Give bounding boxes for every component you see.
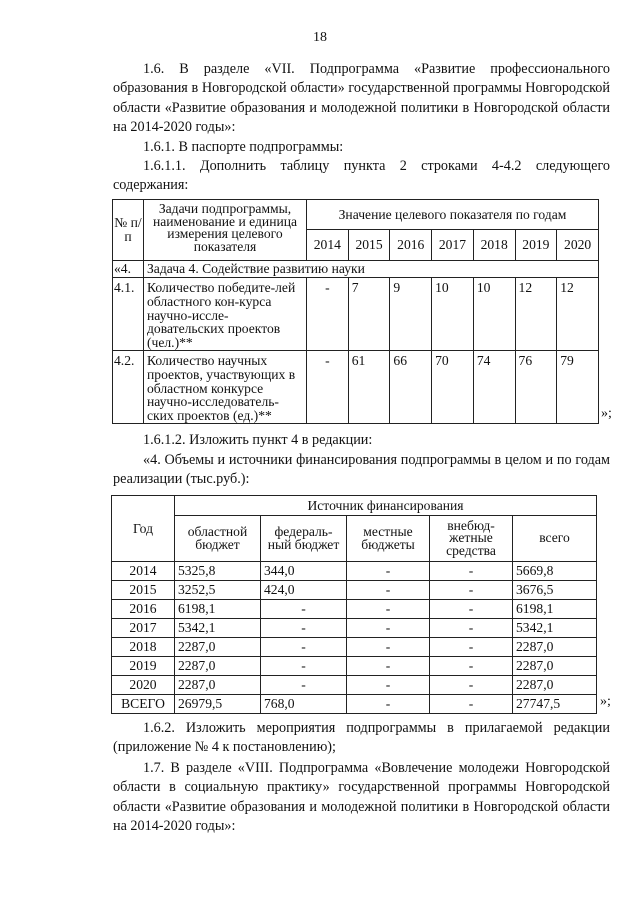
year-cell: 2018 <box>112 638 175 657</box>
amount-cell: 6198,1 <box>175 600 261 619</box>
year-header: 2020 <box>557 230 599 261</box>
amount-cell: - <box>430 562 513 581</box>
amount-cell: 2287,0 <box>175 638 261 657</box>
value-cell: 76 <box>515 350 557 423</box>
amount-cell: - <box>430 676 513 695</box>
amount-cell: - <box>261 600 347 619</box>
value-cell: 12 <box>515 278 557 351</box>
amount-cell: - <box>430 600 513 619</box>
amount-cell: 6198,1 <box>513 600 597 619</box>
amount-cell: 5342,1 <box>175 619 261 638</box>
amount-cell: 3676,5 <box>513 581 597 600</box>
value-cell: - <box>307 278 349 351</box>
col-extrabudgetary: внебюд-жетные средства <box>430 516 513 562</box>
paragraph-1-6-1-1: 1.6.1.1. Дополнить таблицу пункта 2 строками 4-4.2 следующего содержания: <box>113 158 610 194</box>
row-indicator: Количество научных проектов, участвующих в областном конкурсе научно-исследователь-ских проектов (ед.)** <box>144 350 307 423</box>
amount-cell: 768,0 <box>261 695 347 714</box>
amount-cell: - <box>347 581 430 600</box>
amount-cell: 26979,5 <box>175 695 261 714</box>
paragraph-1-6-2: 1.6.2. Изложить мероприятия подпрограммы в прилагаемой редакции (приложение № 4 к постановлению); <box>113 720 610 756</box>
value-cell: 66 <box>390 350 432 423</box>
amount-cell: - <box>347 619 430 638</box>
value-cell: 9 <box>390 278 432 351</box>
amount-cell: - <box>347 657 430 676</box>
year-header: 2018 <box>473 230 515 261</box>
amount-cell: 27747,5 <box>513 695 597 714</box>
col-federal-budget: федераль-ный бюджет <box>261 516 347 562</box>
col-local-budgets: местные бюджеты <box>347 516 430 562</box>
task-title: Задача 4. Содействие развитию науки <box>144 261 599 278</box>
col-regional-budget: областной бюджет <box>175 516 261 562</box>
amount-cell: - <box>261 657 347 676</box>
amount-cell: - <box>261 619 347 638</box>
page-number: 18 <box>313 30 327 45</box>
header-year: Год <box>112 496 175 562</box>
paragraph-1-6-1-2: 1.6.1.2. Изложить пункт 4 в редакции: <box>143 432 373 448</box>
table2-end-mark: »; <box>600 694 611 709</box>
row-number: 4.1. <box>113 278 144 351</box>
amount-cell: - <box>261 676 347 695</box>
paragraph-1-7: 1.7. В разделе «VIII. Подпрограмма «Вовлечение молодежи Новгородской области в социальную практику» государственной программы Новгородской области «Развитие образования и молодежной политики в Новгородской области на 2014-2020 годы»: <box>113 760 610 835</box>
row-indicator: Количество победите-лей областного кон-курса научно-иссле-довательских проектов (чел.)** <box>144 278 307 351</box>
amount-cell: - <box>347 600 430 619</box>
value-cell: 10 <box>432 278 474 351</box>
amount-cell: 2287,0 <box>513 638 597 657</box>
paragraph-4-financing: «4. Объемы и источники финансирования подпрограммы в целом и по годам реализации (тыс.руб.): <box>113 452 610 488</box>
amount-cell: - <box>430 638 513 657</box>
header-values: Значение целевого показателя по годам <box>307 200 599 230</box>
year-header: 2016 <box>390 230 432 261</box>
value-cell: 79 <box>557 350 599 423</box>
value-cell: 12 <box>557 278 599 351</box>
value-cell: 10 <box>473 278 515 351</box>
amount-cell: 5325,8 <box>175 562 261 581</box>
amount-cell: 2287,0 <box>175 676 261 695</box>
amount-cell: 3252,5 <box>175 581 261 600</box>
amount-cell: - <box>430 619 513 638</box>
paragraph-1-6-1: 1.6.1. В паспорте подпрограммы: <box>143 139 344 155</box>
paragraph-1-6: 1.6. В разделе «VII. Подпрограмма «Развитие профессионального образования в Новгородской области» государственной программы Новгородской области «Развитие образования и молодежной политики в Новгородской области на 2014-2020 годы»: <box>113 61 610 136</box>
year-cell: 2015 <box>112 581 175 600</box>
amount-cell: 2287,0 <box>513 657 597 676</box>
year-header: 2014 <box>307 230 349 261</box>
amount-cell: - <box>347 638 430 657</box>
amount-cell: 344,0 <box>261 562 347 581</box>
amount-cell: - <box>347 562 430 581</box>
header-number: № п/п <box>113 200 144 261</box>
row-number: 4.2. <box>113 350 144 423</box>
amount-cell: 5342,1 <box>513 619 597 638</box>
amount-cell: 2287,0 <box>513 676 597 695</box>
year-cell: 2016 <box>112 600 175 619</box>
year-cell: 2017 <box>112 619 175 638</box>
amount-cell: 5669,8 <box>513 562 597 581</box>
amount-cell: 424,0 <box>261 581 347 600</box>
year-cell: 2020 <box>112 676 175 695</box>
year-header: 2017 <box>432 230 474 261</box>
amount-cell: 2287,0 <box>175 657 261 676</box>
header-task: Задачи подпрограммы, наименование и единица измерения целевого показателя <box>144 200 307 261</box>
value-cell: 7 <box>348 278 390 351</box>
amount-cell: - <box>347 676 430 695</box>
amount-cell: - <box>430 695 513 714</box>
header-source: Источник финансирования <box>175 496 597 516</box>
amount-cell: - <box>261 638 347 657</box>
year-cell: 2019 <box>112 657 175 676</box>
year-header: 2015 <box>348 230 390 261</box>
value-cell: 70 <box>432 350 474 423</box>
amount-cell: - <box>430 581 513 600</box>
year-cell: 2014 <box>112 562 175 581</box>
value-cell: 74 <box>473 350 515 423</box>
col-total: всего <box>513 516 597 562</box>
value-cell: - <box>307 350 349 423</box>
indicator-table <box>112 199 599 424</box>
financing-table <box>111 495 597 714</box>
total-label: ВСЕГО <box>112 695 175 714</box>
year-header: 2019 <box>515 230 557 261</box>
table1-end-mark: »; <box>601 406 612 421</box>
amount-cell: - <box>430 657 513 676</box>
amount-cell: - <box>347 695 430 714</box>
value-cell: 61 <box>348 350 390 423</box>
task-number: «4. <box>113 261 144 278</box>
